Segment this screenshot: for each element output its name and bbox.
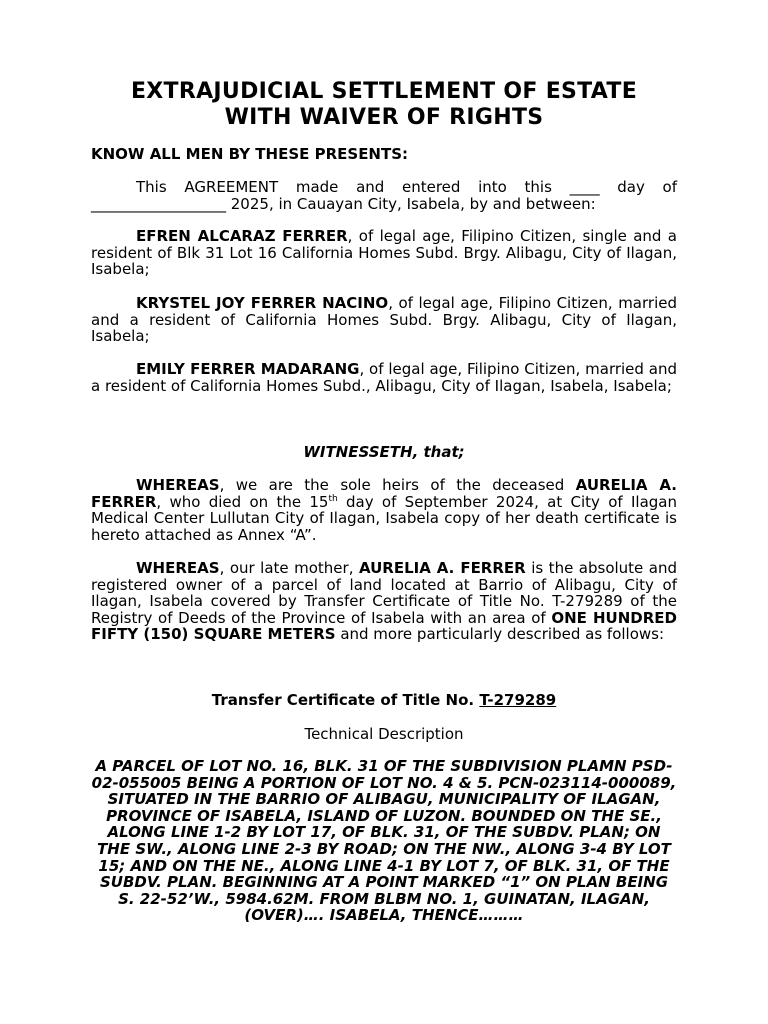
whereas-1-ordinal-suffix: th — [328, 493, 338, 504]
whereas-1-text-2: , who died on the 15 — [156, 492, 329, 511]
party-1-paragraph — [91, 228, 677, 278]
whereas-2-text-3: and more particularly described as follows: — [335, 625, 665, 643]
whereas-paragraph-1 — [91, 477, 677, 543]
technical-description-label: Technical Description — [304, 725, 464, 743]
whereas-1-text-1: , we are the sole heirs of the deceased — [219, 476, 576, 494]
whereas-1-lead: WHEREAS — [136, 476, 220, 494]
party-3-paragraph — [91, 361, 677, 394]
party-2-details: , of legal age, Filipino Citizen, married and a resident of California Homes Subd. Brgy. Alibagu, City of Ilagan, Isabela; — [91, 294, 677, 345]
whereas-2-lead: WHEREAS — [136, 559, 220, 577]
whereas-1-deceased-name: AURELIA A. FERRER — [91, 476, 677, 511]
tct-number: T-279289 — [479, 691, 557, 709]
know-all-men-heading: KNOW ALL MEN BY THESE PRESENTS: — [91, 145, 409, 163]
party-3-details: , of legal age, Filipino Citizen, married and a resident of California Homes Subd., Alibagu, City of Ilagan, Isabela, Isabela; — [91, 360, 677, 395]
party-2-paragraph — [91, 295, 677, 345]
party-1-name: EFREN ALCARAZ FERRER — [136, 227, 348, 245]
whereas-1-text-3: day of September 2024, at City of Ilagan Medical Center Lullutan City of Ilagan, Isabela copy of her death certificate is hereto attached as Annex “A”. — [91, 492, 678, 544]
party-2-name: KRYSTEL JOY FERRER NACINO — [136, 294, 389, 312]
technical-description-text: A PARCEL OF LOT NO. 16, BLK. 31 OF THE SUBDIVISION PLAMN PSD-02-055005 BEING A PORTION OF LOT NO. 4 & 5. PCN-023114-000089, SITUATED IN THE BARRIO OF ALIBAGU, MUNICIPALITY OF ILAGAN, PROVINCE OF ISABELA, ISLAND OF LUZON. BOUNDED ON THE SE., ALONG LINE 1-2 BY LOT 17, OF BLK. 31, OF THE SUBDV. PLAN; ON THE SW., ALONG LINE 2-3 BY ROAD; ON THE NW., ALONG 3-4 BY LOT 15; AND ON THE NE., ALONG LINE 4-1 BY LOT 7, OF BLK. 31, OF THE SUBDV. PLAN. BEGINNING AT A POINT MARKED “1” ON PLAN BEING S. 22-52’W., 5984.62M. FROM BLBM NO. 1, GUINATAN, ILAGAN, (OVER)…. ISABELA, THENCE……… — [91, 757, 677, 925]
document-title-line-2: WITH WAIVER OF RIGHTS — [224, 105, 544, 130]
tct-label: Transfer Certificate of Title No. — [211, 691, 480, 709]
party-1-details: , of legal age, Filipino Citizen, single and a resident of Blk 31 Lot 16 California Homes Subd. Brgy. Alibagu, City of Ilagan, Isabela; — [91, 227, 678, 278]
tct-heading — [91, 692, 677, 709]
whereas-paragraph-2 — [91, 560, 677, 643]
whereas-2-area: ONE HUNDRED FIFTY (150) SQUARE METERS — [91, 608, 677, 643]
party-3-name: EMILY FERRER MADARANG — [136, 360, 360, 378]
whereas-2-text-1: , our late mother, — [219, 559, 359, 577]
document-title-line-1: EXTRAJUDICIAL SETTLEMENT OF ESTATE — [130, 79, 638, 104]
whereas-2-owner-name: AURELIA A. FERRER — [358, 559, 526, 577]
agreement-text: This AGREEMENT made and entered into this ____ day of __________________ 2025, in Cauayan City, Isabela, by and between: — [91, 178, 677, 213]
witnesseth-heading: WITNESSETH, that; — [303, 443, 465, 461]
whereas-2-text-2: is the absolute and registered owner of a parcel of land located at Barrio of Alibagu, City of Ilagan, Isabela covered by Transfer Certificate of Title No. T-279289 of the Registry of Deeds of the Province of Isabela with an area of — [91, 559, 677, 627]
agreement-paragraph — [91, 179, 677, 212]
